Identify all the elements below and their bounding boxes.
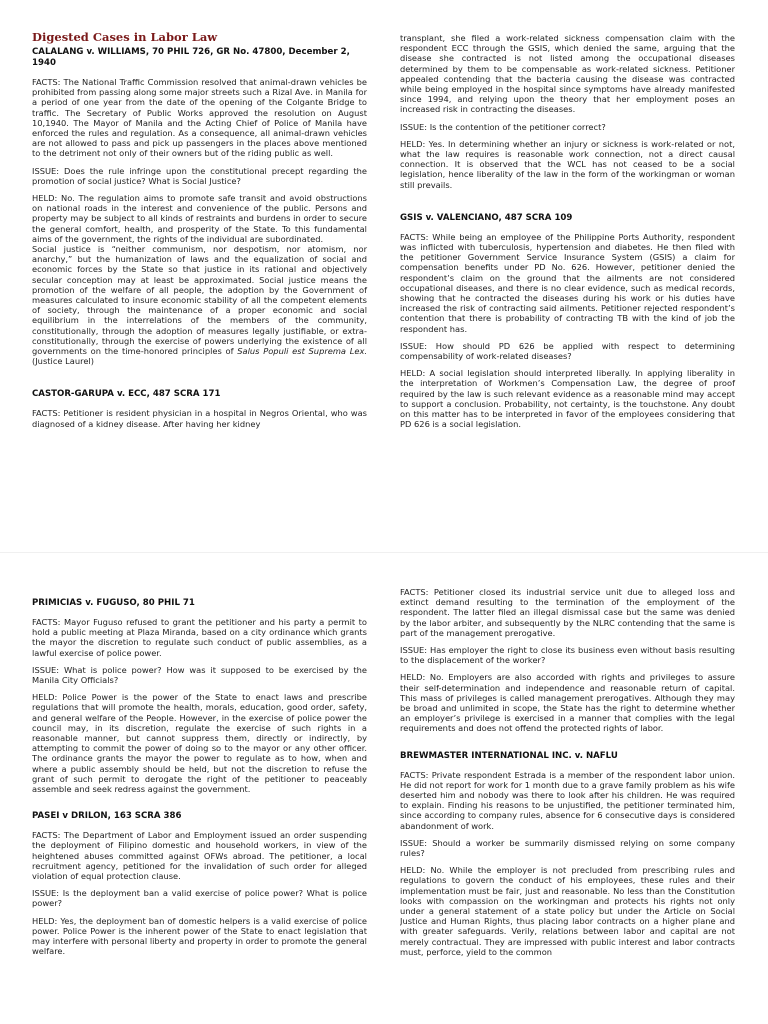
left-column-page-2: [32, 598, 367, 963]
case-held: HELD: Yes. In determining whether an injury or sickness is work-related or not, what the law requires is reasonable work connection, not a direct causal connection. It is observed that the WCL has not ceased to be a social legislation, hence liberality of the law in the form of the workingman or woman still prevails.: [400, 138, 735, 190]
document-title: Digested Cases in Labor Law: [32, 30, 218, 44]
case-heading: PRIMICIAS v. FUGUSO, 80 PHIL 71: [32, 598, 195, 608]
case-facts: FACTS: The Department of Labor and Employment issued an order suspending the deployment of Filipino domestic and household workers, in view of the heightened abuses committed against OFWs abroad. The petitioner, a local recruitment agency, petitioned for the invalidation of such order for alleged violation of equal protection clause.: [32, 830, 367, 882]
latin-maxim: Salus Populi est Suprema Lex.: [237, 346, 368, 357]
case-issue: ISSUE: How should PD 626 be applied with respect to determining compensability of work-related diseases?: [400, 340, 735, 362]
case-facts: FACTS: Petitioner is resident physician in a hospital in Negros Oriental, who was diagnosed of a kidney disease. After having her kidney: [32, 408, 367, 429]
case-held: HELD: Police Power is the power of the State to enact laws and prescribe regulations that will promote the health, morals, education, good order, safety, and general welfare of the People. However, in the exercise of police power the council may, in its discretion, regulate the exercise of such rights in a reasonable manner, but cannot suppress them, directly or indirectly, by attempting to commit the power of doing so to the mayor or any other officer. The ordinance grants the mayor the power to regulate as to how, when and where a public assembly should be held, but not the discretion to refuse the grant of such permit to derogate the right of the petitioner to peaceably assemble and seek redress against the government.: [32, 692, 367, 795]
case-facts: FACTS: Mayor Fuguso refused to grant the petitioner and his party a permit to hold a public meeting at Plaza Miranda, based on a city ordinance which grants the mayor the discretion to regulate such conduct of public assemblies, as a lawful exercise of police power.: [32, 617, 367, 658]
right-column-page-2: [400, 587, 735, 1024]
case-heading: PASEI v DRILON, 163 SCRA 386: [32, 811, 182, 822]
case-issue: ISSUE: Should a worker be summarily dismissed relying on some company rules?: [400, 837, 735, 859]
case-issue: ISSUE: What is police power? How was it supposed to be exercised by the Manila City Officials?: [32, 664, 367, 686]
case-heading: CASTOR-GARUPA v. ECC, 487 SCRA 171: [32, 389, 221, 400]
case-facts-continued: transplant, she filed a work-related sickness compensation claim with the respondent ECC through the GSIS, which denied the same, arguing that the disease she contracted is not listed among the occupational diseases determined by them to be compensable as work-related sickness. Petitioner appealed contending that the bacteria causing the disease was contracted while being employed in the hospital since symptoms have already manifested since 1994, and relying upon the theory that her employment poses an increased risk in contracting the diseases.: [400, 33, 735, 115]
case-held: HELD: No. While the employer is not precluded from prescribing rules and regulations to govern the conduct of his employees, these rules and their implementation must be fair, just and reasonable. No less than the Constitution looks with compassion on the workingman and protects his rights not only under a general statement of a state policy but under the Article on Social Justice and Human Rights, thus placing labor contracts on a higher plane and with greater safeguards. Verily, relations between labor and capital are not merely contractual. They are impressed with public interest and labor contracts must, perforce, yield to the common: [400, 865, 735, 957]
case-facts: FACTS: Petitioner closed its industrial service unit due to alleged loss and extinct demand resulting to the termination of the employment of the respondent. The latter filed an illegal dismissal case but the same was denied by the labor arbiter, and subsequently by the NLRC contending that the same is part of the management prerogative.: [400, 587, 735, 638]
case-facts: FACTS: The National Traffic Commission resolved that animal-drawn vehicles be prohibited from passing along some major streets such a Rizal Ave. in Manila for a period of one year from the date of the opening of the Colgante Bridge to traffic. The Secretary of Public Works approved the resolution on August 10,1940. The Mayor of Manila and the Acting Chief of Police of Manila have enforced the rules and regulation. As a consequence, all animal-drawn vehicles are not allowed to pass and pick up passengers in the places above mentioned to the detriment not only of their owners but of the riding public as well.: [32, 77, 367, 159]
case-issue: ISSUE: Is the deployment ban a valid exercise of police power? What is police power?: [32, 888, 367, 909]
case-held: HELD: Yes, the deployment ban of domestic helpers is a valid exercise of police power. Police Power is the inherent power of the State to enact legislation that may interfere with personal liberty and property in order to promote the general welfare.: [32, 915, 367, 957]
case-issue: ISSUE: Is the contention of the petitioner correct?: [400, 121, 606, 132]
case-facts: FACTS: Private respondent Estrada is a member of the respondent labor union. He did not report for work for 1 month due to a grave family problem as his wife deserted him and nobody was there to look after his children. He was required to explain. Finding his reasons to be unjustified, the petitioner terminated him, since according to company rules, absence for 6 consecutive days is considered abandonment of work.: [400, 769, 735, 831]
author-note: (Justice Laurel): [32, 356, 94, 367]
case-held: HELD: No. The regulation aims to promote safe transit and avoid obstructions on national roads in the interest and convenience of the public. Persons and property may be subject to all kinds of restraints and burdens in order to secure the general comfort, health, and prosperity of the State. To this fundamental aims of the government, the rights of the individual are subordinated.: [32, 193, 367, 244]
case-held: HELD: No. Employers are also accorded with rights and privileges to assure their self-determination and independence and reasonable return of capital. This mass of privileges is called management prerogatives. Although they may be broad and unlimited in scope, the State has the right to determine whether an employer’s privilege is exercised in a manner that complies with the legal requirements and does not offend the protected rights of labor.: [400, 672, 735, 734]
social-justice-text: Social justice is “neither communism, nor despotism, nor atomism, nor anarchy,” but the humanization of laws and the equalization of social and economic forces by the State so that justice in its rational and objectively secular conception may at least be approximated. Social justice means the promotion of the welfare of all people, the adoption by the Government of measures calculated to insure economic stability of all the competent elements of society, through the maintenance of a proper economic and social equilibrium in the interrelations of the members of the community, constitutionally, through the adoption of measures legally justifiable, or extra-constitutionally, through the exercise of powers underlying the existence of all governments on the time-honored principles of: [32, 244, 367, 357]
case-facts: FACTS: While being an employee of the Philippine Ports Authority, respondent was inflicted with tuberculosis, hypertension and diabetes. He then filed with the petitioner Government Service Insurance System (GSIS) a claim for compensation benefits under PD No. 626. However, petitioner denied the respondent’s claim on the ground that the ailments are not considered occupational diseases, and there is no clear evidence, such as medical records, showing that he contracted the diseases during his work or his duties have increased the risk of contracting said ailments. Petitioner rejected respondent’s contention that there is probability of contracting TB with the kind of job the respondent has.: [400, 231, 735, 334]
case-heading: CALALANG v. WILLIAMS, 70 PHIL 726, GR No. 47800, December 2, 1940: [32, 47, 350, 68]
case-issue: ISSUE: Does the rule infringe upon the constitutional precept regarding the promotion of social justice? What is Social Justice?: [32, 165, 367, 186]
case-heading: GSIS v. VALENCIANO, 487 SCRA 109: [400, 212, 573, 223]
case-held: HELD: A social legislation should interpreted liberally. In applying liberality in the interpretation of Workmen’s Compensation Law, the degree of proof required by the law is such relevant evidence as a reasonable mind may accept to support a conclusion. Probability, not certainty, is the touchstone. Any doubt on this matter has to be interpreted in favor of the employees considering that PD 626 is a social legislation.: [400, 368, 735, 430]
case-issue: ISSUE: Has employer the right to close its business even without basis resulting to the displacement of the worker?: [400, 645, 735, 666]
case-heading: BREWMASTER INTERNATIONAL INC. v. NAFLU: [400, 750, 618, 761]
